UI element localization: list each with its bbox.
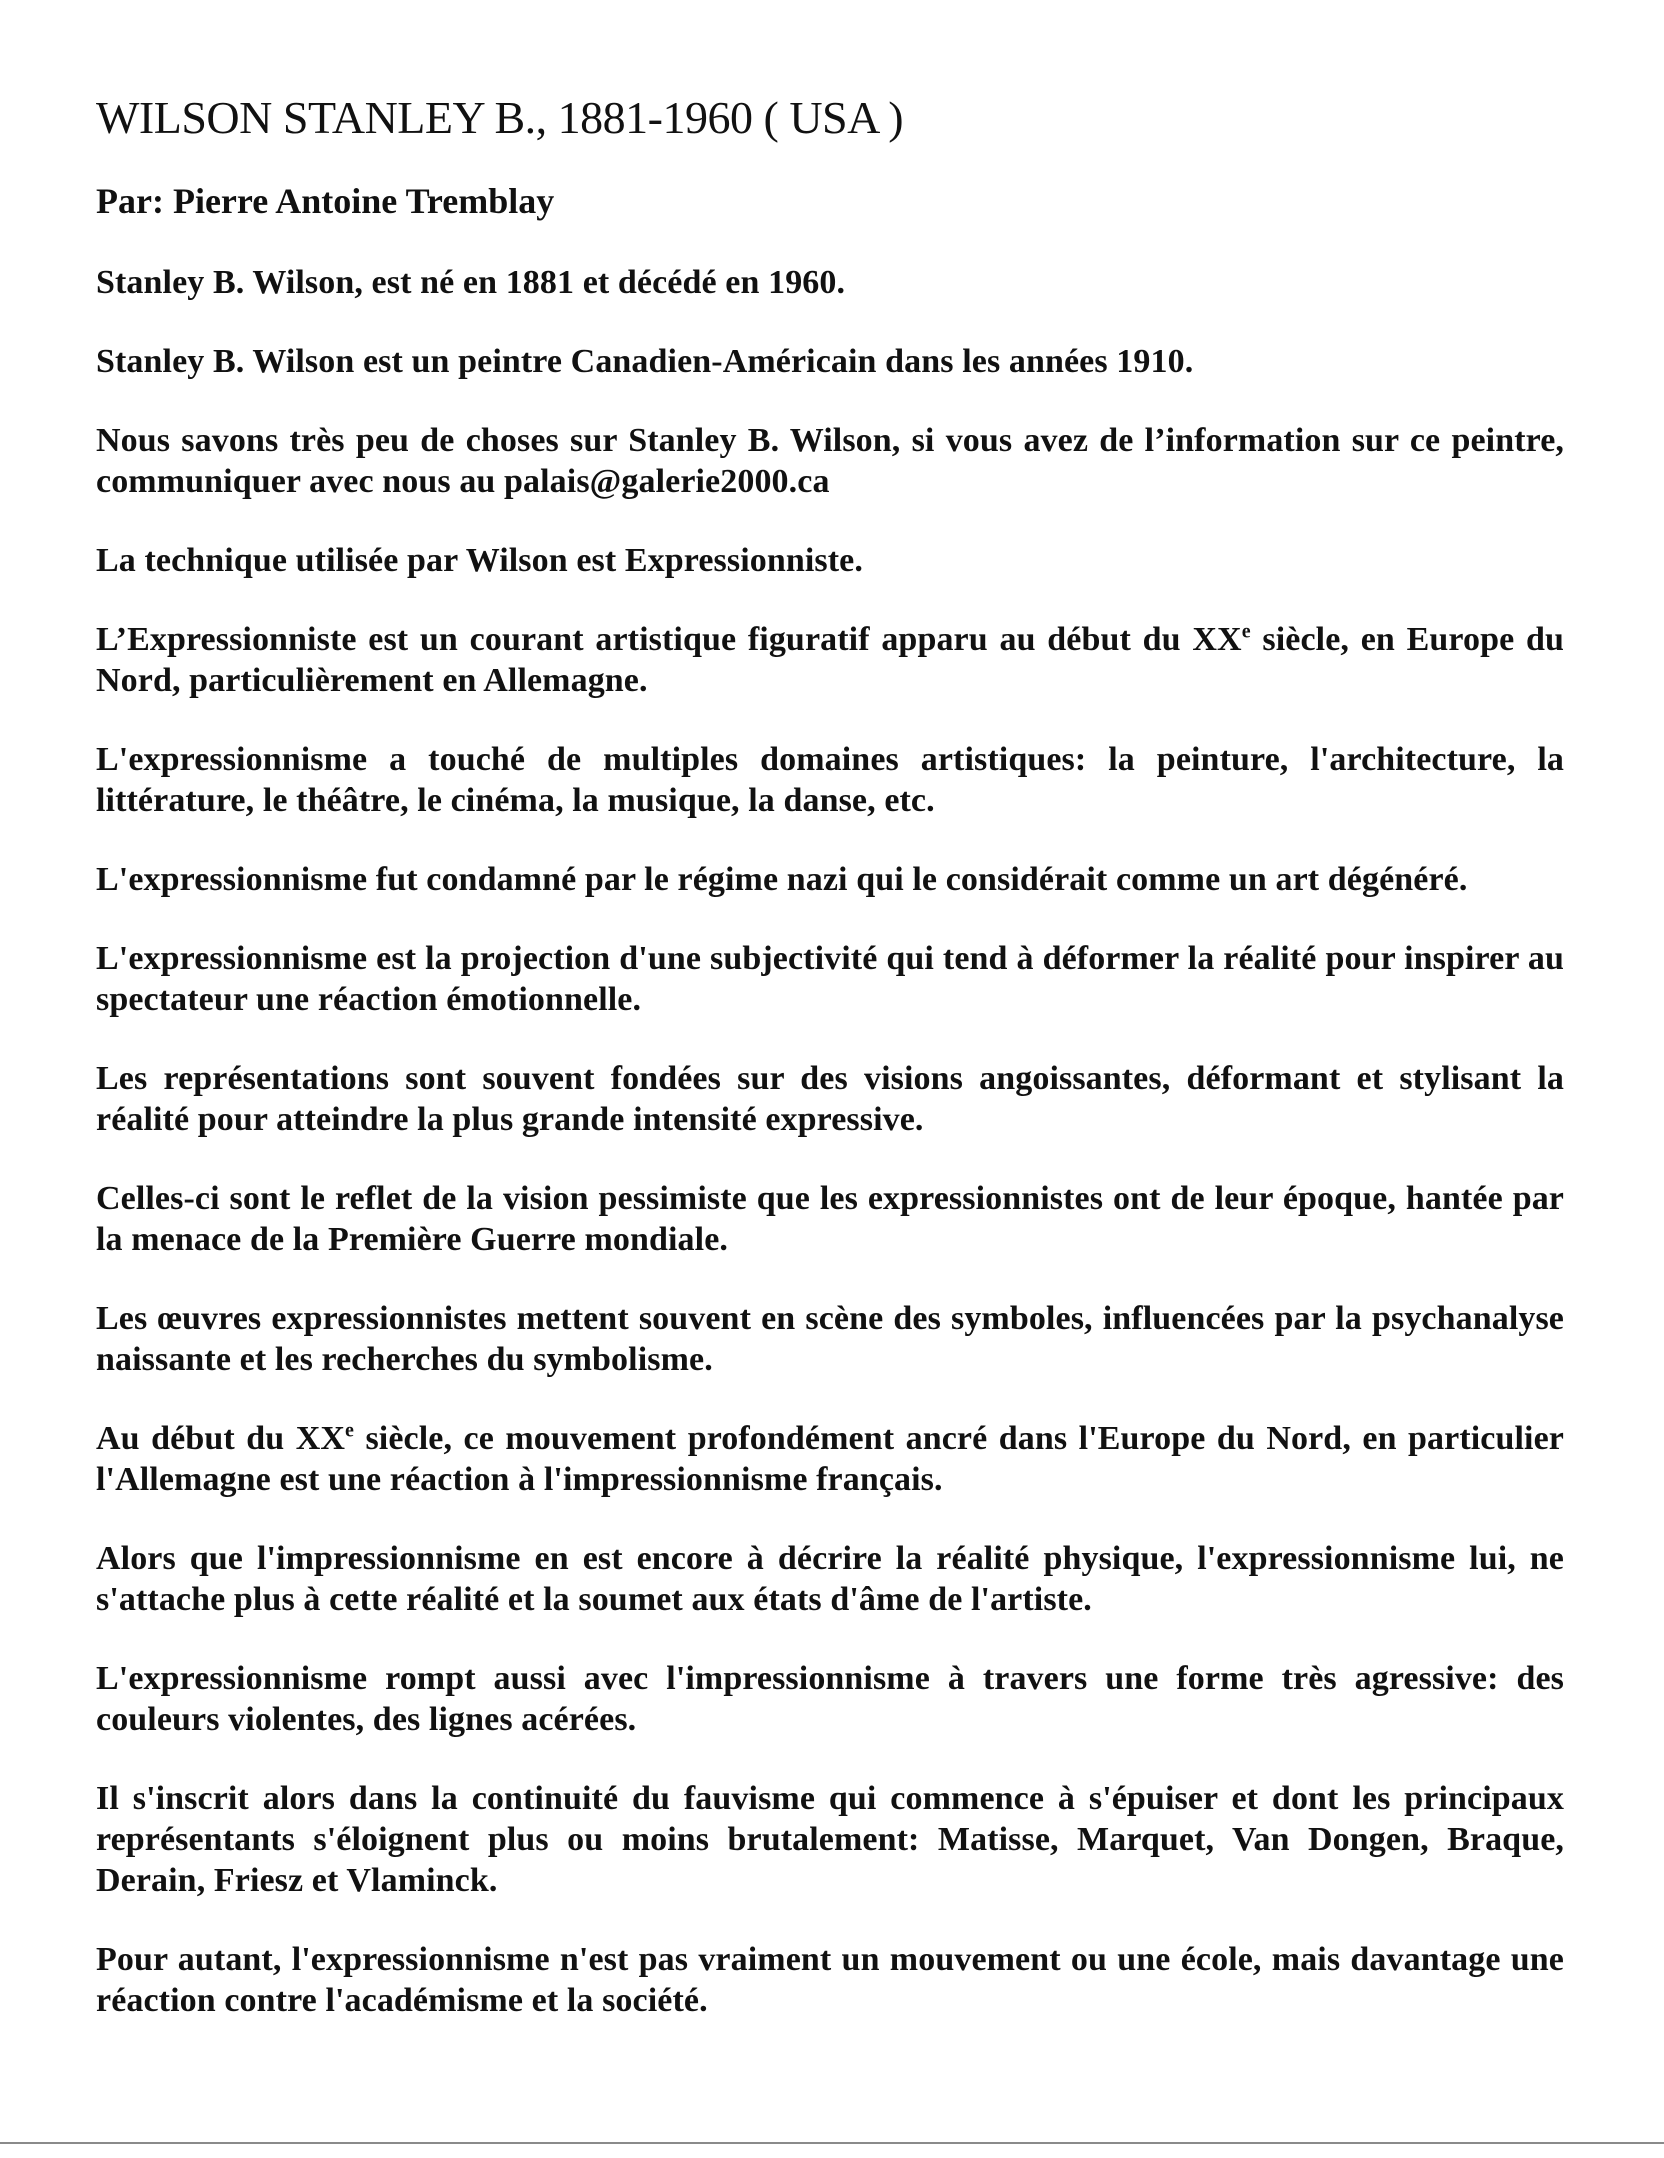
paragraph-text: siècle, en Europe du Nord, particulièrement en Allemagne. bbox=[96, 621, 1564, 700]
paragraph: Alors que l'impressionnisme en est encore à décrire la réalité physique, l'expressionnisme lui, ne s'attache plus à cette réalité et la soumet aux états d'âme de l'artiste. bbox=[96, 1540, 1564, 1619]
paragraph: Les œuvres expressionnistes mettent souvent en scène des symboles, influencées par la psychanalyse naissante et les recherches du symbolisme. bbox=[96, 1300, 1564, 1379]
paragraph bbox=[96, 619, 1564, 701]
paragraph: L'expressionnisme a touché de multiples domaines artistiques: la peinture, l'architecture, la littérature, le théâtre, le cinéma, la musique, la danse, etc. bbox=[96, 741, 1564, 820]
document-page bbox=[96, 92, 1564, 2059]
paragraph-text: siècle, ce mouvement profondément ancré dans l'Europe du Nord, en particulier l'Allemagne est une réaction à l'impressionnisme français. bbox=[96, 1420, 1564, 1499]
author-line: Par: Pierre Antoine Tremblay bbox=[96, 180, 555, 221]
paragraph-text: Au début du XX bbox=[96, 1420, 346, 1458]
paragraph: L'expressionnisme rompt aussi avec l'impressionnisme à travers une forme très agressive: des couleurs violentes, des lignes acérées. bbox=[96, 1660, 1564, 1739]
document-title: WILSON STANLEY B., 1881-1960 ( USA ) bbox=[96, 92, 904, 143]
paragraph: Pour autant, l'expressionnisme n'est pas vraiment un mouvement ou une école, mais davantage une réaction contre l'académisme et la société. bbox=[96, 1941, 1564, 2020]
paragraph: Il s'inscrit alors dans la continuité du fauvisme qui commence à s'épuiser et dont les principaux représentants s'éloignent plus ou moins brutalement: Matisse, Marquet, Van Dongen, Braque, Derain, Friesz et Vlaminck. bbox=[96, 1780, 1564, 1900]
superscript: e bbox=[345, 1419, 354, 1442]
paragraph: L'expressionnisme fut condamné par le régime nazi qui le considérait comme un art dégénéré. bbox=[96, 861, 1468, 899]
paragraph: Stanley B. Wilson, est né en 1881 et décédé en 1960. bbox=[96, 264, 846, 302]
paragraph: L'expressionnisme est la projection d'une subjectivité qui tend à déformer la réalité pour inspirer au spectateur une réaction émotionnelle. bbox=[96, 940, 1564, 1019]
paragraph bbox=[96, 1418, 1564, 1500]
paragraph: La technique utilisée par Wilson est Expressionniste. bbox=[96, 542, 863, 580]
paragraph-text: L’Expressionniste est un courant artistique figuratif apparu au début du XX bbox=[96, 621, 1242, 659]
paragraph: Celles-ci sont le reflet de la vision pessimiste que les expressionnistes ont de leur époque, hantée par la menace de la Première Guerre mondiale. bbox=[96, 1180, 1564, 1259]
superscript: e bbox=[1241, 620, 1251, 643]
paragraph: Nous savons très peu de choses sur Stanley B. Wilson, si vous avez de l’information sur ce peintre, communiquer avec nous au palais@galerie2000.ca bbox=[96, 422, 1564, 501]
page-bottom-rule bbox=[0, 2142, 1664, 2144]
paragraph: Stanley B. Wilson est un peintre Canadien-Américain dans les années 1910. bbox=[96, 343, 1194, 381]
paragraph: Les représentations sont souvent fondées sur des visions angoissantes, déformant et stylisant la réalité pour atteindre la plus grande intensité expressive. bbox=[96, 1060, 1564, 1139]
